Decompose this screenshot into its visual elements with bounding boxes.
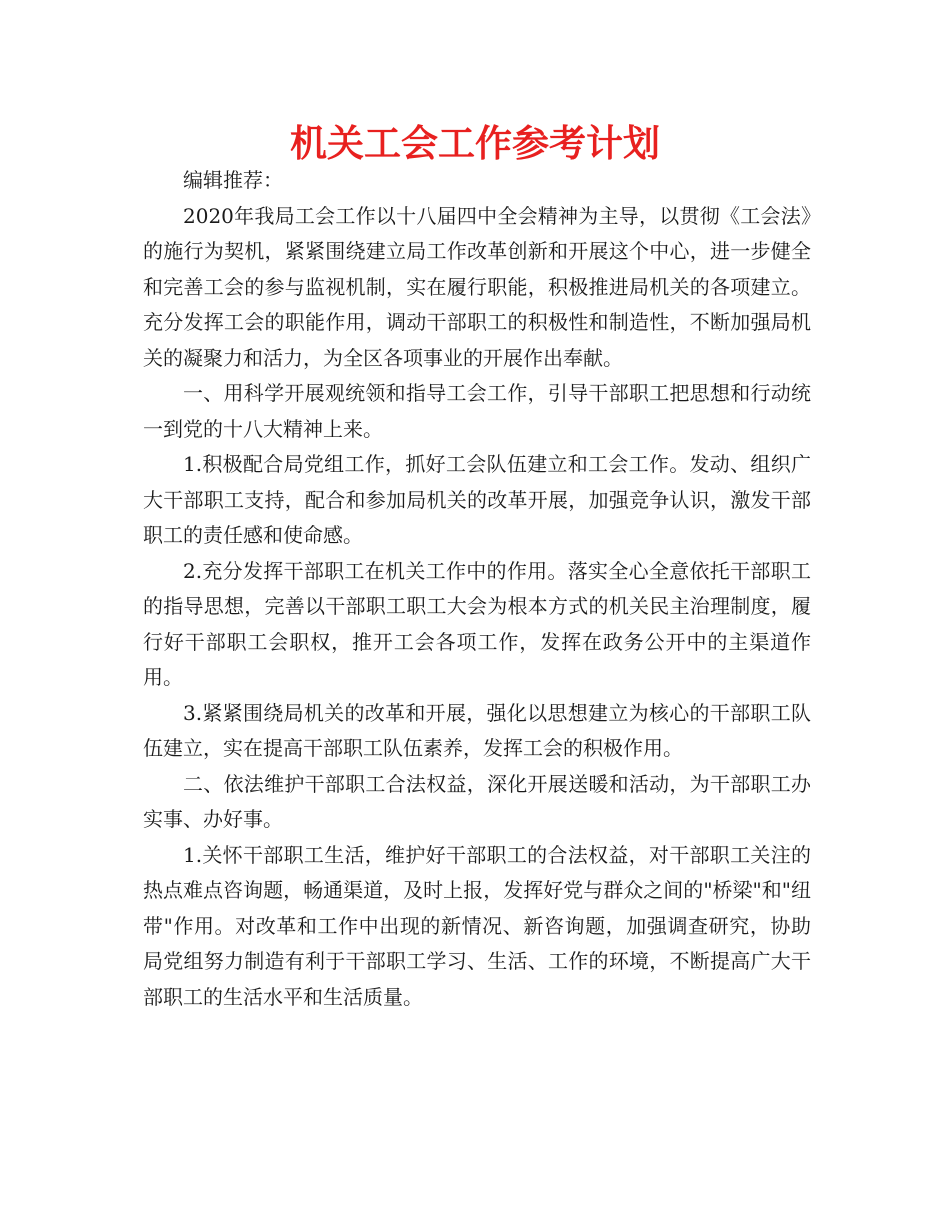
paragraph-item-1-1: 1.积极配合局党组工作，抓好工会队伍建立和工会工作。发动、组织广大干部职工支持，配合和参加局机关的改革开展，加强竞争认识，激发干部职工的责任感和使命感。 bbox=[143, 452, 811, 547]
document-title: 机关工会工作参考计划 bbox=[290, 122, 660, 165]
section-heading-2: 二、依法维护干部职工合法权益，深化开展送暖和活动，为干部职工办实事、办好事。 bbox=[143, 771, 811, 831]
editor-recommendation-label: 编辑推荐： bbox=[183, 168, 283, 192]
document-body bbox=[143, 163, 811, 1015]
paragraph-item-1-2: 2.充分发挥干部职工在机关工作中的作用。落实全心全意依托干部职工的指导思想，完善以干部职工职工大会为根本方式的机关民主治理制度，履行好干部职工会职权，推开工会各项工作，发挥在政务公开中的主渠道作用。 bbox=[143, 558, 811, 689]
section-heading-1: 一、用科学开展观统领和指导工会工作，引导干部职工把思想和行动统一到党的十八大精神上来。 bbox=[143, 381, 811, 441]
paragraph-item-1-3: 3.紧紧围绕局机关的改革和开展，强化以思想建立为核心的干部职工队伍建立，实在提高干部职工队伍素养，发挥工会的积极作用。 bbox=[143, 700, 811, 760]
paragraph-item-2-1: 1.关怀干部职工生活，维护好干部职工的合法权益，对干部职工关注的热点难点咨询题，畅通渠道，及时上报，发挥好党与群众之间的"桥梁"和"纽带"作用。对改革和工作中出现的新情况、新咨询题，加强调查研究，协助局党组努力制造有利于干部职工学习、生活、工作的环境，不断提高广大干部职工的生活水平和生活质量。 bbox=[143, 842, 811, 1009]
paragraph-intro: 2020年我局工会工作以十八届四中全会精神为主导，以贯彻《工会法》的施行为契机，紧紧围绕建立局工作改革创新和开展这个中心，进一步健全和完善工会的参与监视机制，实在履行职能，积极推进局机关的各项建立。充分发挥工会的职能作用，调动干部职工的积极性和制造性，不断加强局机关的凝聚力和活力，为全区各项事业的开展作出奉献。 bbox=[143, 203, 811, 370]
